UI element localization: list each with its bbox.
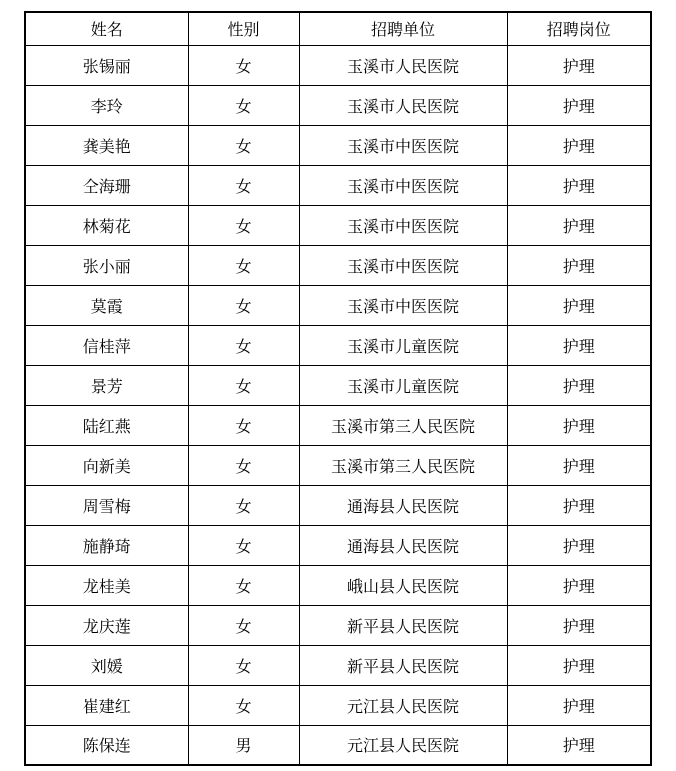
table-body [25,45,651,765]
table-cell: 护理 [507,445,651,485]
table-cell: 施静琦 [25,525,188,565]
table-row [25,245,651,285]
table-cell: 龙庆莲 [25,605,188,645]
table-cell: 玉溪市儿童医院 [299,325,507,365]
table-row [25,285,651,325]
table-cell: 张锡丽 [25,45,188,85]
table-row [25,445,651,485]
table-cell: 护理 [507,525,651,565]
table-cell: 元江县人民医院 [299,685,507,725]
table-cell: 女 [188,125,299,165]
table-cell: 林菊花 [25,205,188,245]
table-cell: 护理 [507,685,651,725]
table-cell: 女 [188,165,299,205]
table-row [25,405,651,445]
column-header-1: 姓名 [25,12,188,45]
table-cell: 女 [188,405,299,445]
table-cell: 护理 [507,365,651,405]
column-header-4: 招聘岗位 [507,12,651,45]
table-row [25,565,651,605]
column-header-2: 性别 [188,12,299,45]
table-cell: 护理 [507,565,651,605]
table-cell: 玉溪市中医医院 [299,205,507,245]
table-cell: 玉溪市中医医院 [299,125,507,165]
table-cell: 女 [188,645,299,685]
table-cell: 新平县人民医院 [299,645,507,685]
header-row [25,12,651,45]
table-cell: 玉溪市中医医院 [299,165,507,205]
recruitment-table-container [24,11,652,766]
table-header [25,12,651,45]
table-row [25,725,651,765]
table-cell: 玉溪市中医医院 [299,285,507,325]
table-cell: 女 [188,445,299,485]
table-cell: 玉溪市儿童医院 [299,365,507,405]
table-cell: 女 [188,485,299,525]
table-cell: 峨山县人民医院 [299,565,507,605]
table-row [25,45,651,85]
table-row [25,325,651,365]
table-row [25,365,651,405]
table-row [25,685,651,725]
table-cell: 女 [188,205,299,245]
table-cell: 龙桂美 [25,565,188,605]
table-cell: 元江县人民医院 [299,725,507,765]
table-cell: 玉溪市人民医院 [299,45,507,85]
table-cell: 男 [188,725,299,765]
recruitment-table [24,11,652,766]
table-cell: 护理 [507,645,651,685]
table-cell: 女 [188,45,299,85]
table-cell: 玉溪市中医医院 [299,245,507,285]
table-row [25,605,651,645]
table-cell: 张小丽 [25,245,188,285]
table-cell: 女 [188,565,299,605]
table-cell: 护理 [507,325,651,365]
table-cell: 玉溪市第三人民医院 [299,445,507,485]
table-row [25,525,651,565]
table-cell: 通海县人民医院 [299,525,507,565]
table-cell: 信桂萍 [25,325,188,365]
table-cell: 女 [188,365,299,405]
table-cell: 玉溪市人民医院 [299,85,507,125]
table-row [25,205,651,245]
table-cell: 向新美 [25,445,188,485]
table-cell: 女 [188,525,299,565]
table-cell: 护理 [507,485,651,525]
table-cell: 护理 [507,285,651,325]
table-row [25,165,651,205]
table-cell: 护理 [507,205,651,245]
table-cell: 女 [188,605,299,645]
table-cell: 仝海珊 [25,165,188,205]
table-cell: 护理 [507,405,651,445]
table-cell: 护理 [507,605,651,645]
table-cell: 护理 [507,85,651,125]
table-cell: 玉溪市第三人民医院 [299,405,507,445]
table-cell: 李玲 [25,85,188,125]
table-cell: 女 [188,685,299,725]
table-row [25,85,651,125]
table-cell: 崔建红 [25,685,188,725]
table-cell: 护理 [507,45,651,85]
table-cell: 护理 [507,245,651,285]
table-cell: 陈保连 [25,725,188,765]
table-row [25,645,651,685]
table-cell: 新平县人民医院 [299,605,507,645]
table-cell: 陆红燕 [25,405,188,445]
table-row [25,485,651,525]
column-header-3: 招聘单位 [299,12,507,45]
table-cell: 刘媛 [25,645,188,685]
table-cell: 女 [188,285,299,325]
table-cell: 周雪梅 [25,485,188,525]
table-cell: 女 [188,325,299,365]
table-cell: 通海县人民医院 [299,485,507,525]
table-cell: 龚美艳 [25,125,188,165]
table-cell: 女 [188,85,299,125]
table-row [25,125,651,165]
table-cell: 护理 [507,165,651,205]
table-cell: 景芳 [25,365,188,405]
table-cell: 护理 [507,125,651,165]
table-cell: 女 [188,245,299,285]
table-cell: 护理 [507,725,651,765]
table-cell: 莫霞 [25,285,188,325]
